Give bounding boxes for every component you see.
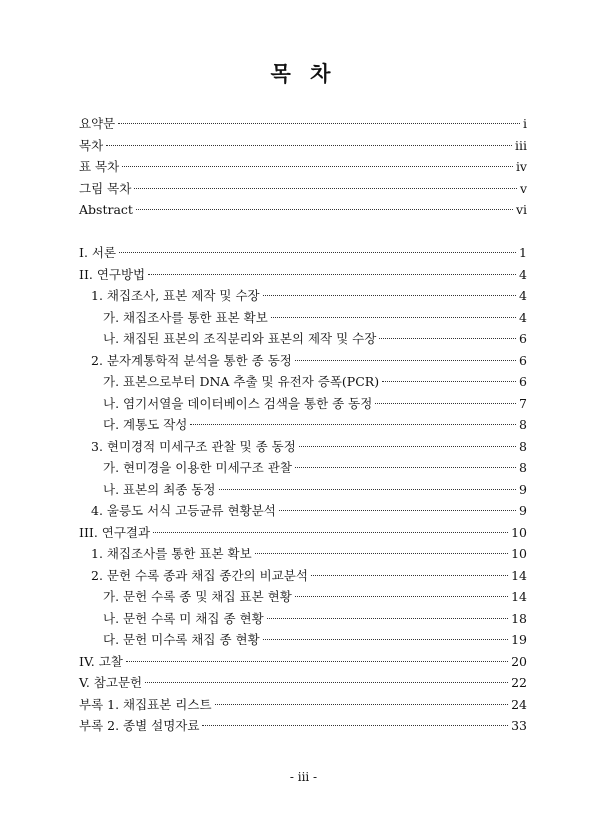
- toc-leader-dots: [299, 446, 516, 447]
- toc-entry: [79, 264, 527, 286]
- toc-entry-label: IV. 고찰: [79, 653, 123, 669]
- toc-leader-dots: [190, 424, 516, 425]
- toc-page-number: 14: [511, 589, 527, 604]
- toc-page-number: 6: [519, 331, 527, 346]
- toc-entry: [79, 156, 527, 178]
- toc-leader-dots: [263, 295, 516, 296]
- toc-entry: [79, 436, 527, 458]
- toc-entry: [79, 242, 527, 264]
- toc-entry-label: 그림 목차: [79, 180, 132, 196]
- toc-leader-dots: [106, 145, 512, 146]
- toc-page-number: 4: [519, 309, 527, 325]
- toc-page-number: 22: [511, 675, 527, 690]
- toc-page-number: 9: [519, 503, 527, 518]
- toc-entry-label: Abstract: [79, 202, 133, 217]
- toc-entry-label: 2. 문헌 수록 종과 채집 종간의 비교분석: [91, 567, 308, 583]
- toc-entry: [79, 715, 527, 737]
- toc-page-number: 8: [519, 460, 527, 475]
- toc-main-sections: [79, 242, 527, 737]
- toc-leader-dots: [267, 618, 508, 619]
- toc-page-number: 24: [511, 696, 527, 712]
- toc-page-number: iv: [515, 159, 527, 174]
- toc-entry-label: 나. 채집된 표본의 조직분리와 표본의 제작 및 수장: [103, 331, 377, 346]
- toc-entry-label: 가. 문헌 수록 종 및 채집 표본 현황: [103, 589, 292, 604]
- toc-leader-dots: [255, 553, 508, 554]
- toc-entry-label: 3. 현미경적 미세구조 관찰 및 종 동정: [91, 438, 296, 454]
- toc-entry: [79, 113, 527, 135]
- toc-leader-dots: [153, 532, 508, 533]
- toc-entry-label: II. 연구방법: [79, 266, 146, 282]
- toc-page-number: 20: [511, 653, 527, 669]
- toc-entry: [79, 199, 527, 221]
- toc-entry: [79, 608, 527, 630]
- toc-entry: [79, 672, 527, 694]
- toc-entry: [79, 651, 527, 673]
- toc-entry: [79, 414, 527, 436]
- toc-entry-label: I. 서론: [79, 245, 117, 260]
- toc-leader-dots: [215, 704, 509, 705]
- toc-entry-label: 나. 염기서열을 데이터베이스 검색을 통한 종 동정: [103, 395, 373, 411]
- toc-entry-label: 나. 표본의 최종 동정: [103, 481, 216, 497]
- toc-entry: [79, 371, 527, 393]
- toc-entry-label: 1. 채집조사, 표본 제작 및 수장: [91, 288, 260, 303]
- toc-page-number: iii: [515, 137, 527, 153]
- toc-page-number: 4: [519, 288, 527, 303]
- toc-entry: [79, 522, 527, 544]
- toc-leader-dots: [118, 123, 520, 124]
- toc-entry-label: 다. 계통도 작성: [103, 417, 188, 432]
- toc-page-number: 6: [519, 374, 527, 389]
- toc-page-number: 18: [511, 610, 527, 626]
- toc-page-number: i: [523, 116, 527, 131]
- toc-leader-dots: [263, 639, 508, 640]
- toc-entry: [79, 135, 527, 157]
- toc-leader-dots: [279, 510, 516, 511]
- toc-page-number: 10: [511, 524, 527, 540]
- toc-page-number: vi: [515, 202, 527, 217]
- toc-page-number: 33: [511, 718, 527, 733]
- toc-entry: [79, 500, 527, 522]
- toc-leader-dots: [295, 360, 516, 361]
- toc-entry-label: 가. 현미경을 이용한 미세구조 관찰: [103, 460, 292, 475]
- toc-entry-label: 2. 분자계통학적 분석을 통한 종 동정: [91, 352, 292, 368]
- toc-entry: [79, 543, 527, 565]
- toc-leader-dots: [379, 338, 516, 339]
- toc-entry-label: 부록 2. 종별 설명자료: [79, 718, 200, 733]
- toc-entry: [79, 586, 527, 608]
- toc-page-number: 14: [511, 567, 527, 583]
- toc-entry-label: 나. 문헌 수록 미 채집 종 현황: [103, 610, 264, 626]
- toc-entry-label: 부록 1. 채집표본 리스트: [79, 696, 212, 712]
- toc-leader-dots: [382, 381, 516, 382]
- toc-entry: [79, 328, 527, 350]
- toc-entry-label: 가. 채집조사를 통한 표본 확보: [103, 309, 268, 325]
- toc-entry: [79, 629, 527, 651]
- toc-entry-label: 목차: [79, 137, 104, 153]
- toc-leader-dots: [375, 403, 516, 404]
- toc-entry-label: 다. 문헌 미수록 채집 종 현황: [103, 632, 260, 647]
- toc-leader-dots: [311, 575, 508, 576]
- toc-entry-label: 표 목차: [79, 159, 120, 174]
- page-number-footer: - iii -: [289, 770, 318, 784]
- toc-entry: [79, 457, 527, 479]
- toc-leader-dots: [219, 489, 517, 490]
- toc-entry-label: 요약문: [79, 116, 116, 131]
- toc-entry-label: III. 연구결과: [79, 524, 151, 540]
- toc-leader-dots: [145, 682, 508, 683]
- toc-page-number: 8: [519, 438, 527, 454]
- page-title: 목 차: [270, 61, 337, 86]
- toc-front-matter: [79, 113, 527, 221]
- toc-page-number: 10: [511, 546, 527, 561]
- toc-entry: [79, 285, 527, 307]
- toc-entry: [79, 307, 527, 329]
- toc-entry: [79, 178, 527, 200]
- toc-leader-dots: [148, 274, 516, 275]
- toc-entry-label: 4. 울릉도 서식 고등균류 현황분석: [91, 503, 276, 518]
- toc-page-number: 8: [519, 417, 527, 432]
- toc-leader-dots: [134, 188, 517, 189]
- toc-page-number: 7: [519, 395, 527, 411]
- toc-page-number: v: [519, 180, 527, 196]
- toc-leader-dots: [271, 317, 516, 318]
- toc-page-number: 9: [519, 481, 527, 497]
- toc-leader-dots: [202, 725, 508, 726]
- toc-entry: [79, 350, 527, 372]
- toc-leader-dots: [126, 661, 508, 662]
- toc-leader-dots: [295, 467, 516, 468]
- toc-entry-label: V. 참고문헌: [79, 675, 143, 690]
- toc-page-number: 4: [519, 266, 527, 282]
- toc-entry: [79, 694, 527, 716]
- toc-page-number: 19: [511, 632, 527, 647]
- toc-entry: [79, 479, 527, 501]
- toc-entry: [79, 565, 527, 587]
- toc-leader-dots: [295, 596, 508, 597]
- toc-page-number: 6: [519, 352, 527, 368]
- toc-entry: [79, 393, 527, 415]
- toc-page-number: 1: [519, 245, 527, 260]
- toc-leader-dots: [136, 209, 513, 210]
- toc-leader-dots: [119, 252, 516, 253]
- toc-entry-label: 가. 표본으로부터 DNA 추출 및 유전자 증폭(PCR): [103, 374, 380, 389]
- toc-entry-label: 1. 채집조사를 통한 표본 확보: [91, 546, 252, 561]
- toc-leader-dots: [122, 166, 513, 167]
